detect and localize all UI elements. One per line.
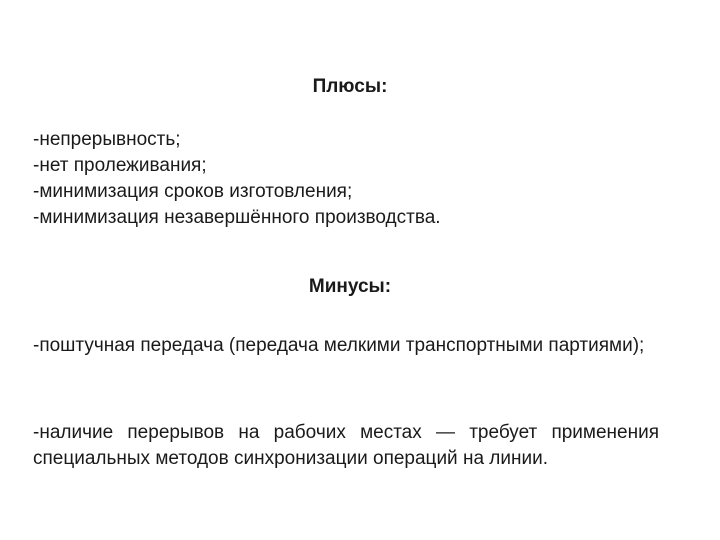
pros-item-lead-time: -минимизация сроков изготовления; bbox=[33, 181, 353, 202]
cons-item-breaks: -наличие перерывов на рабочих местах — требует применения специальных методов синхронизации операций на линии. bbox=[33, 422, 659, 469]
pros-list bbox=[33, 127, 673, 231]
pros-item-wip: -минимизация незавершённого производства. bbox=[33, 207, 441, 228]
cons-heading: Минусы: bbox=[308, 276, 392, 297]
pros-item-no-idle: -нет пролеживания; bbox=[33, 155, 207, 176]
pros-heading: Плюсы: bbox=[312, 76, 388, 97]
cons-item-piece-transfer: -поштучная передача (передача мелкими транспортными партиями); bbox=[33, 335, 645, 356]
pros-item-continuity: -непрерывность; bbox=[33, 129, 181, 150]
